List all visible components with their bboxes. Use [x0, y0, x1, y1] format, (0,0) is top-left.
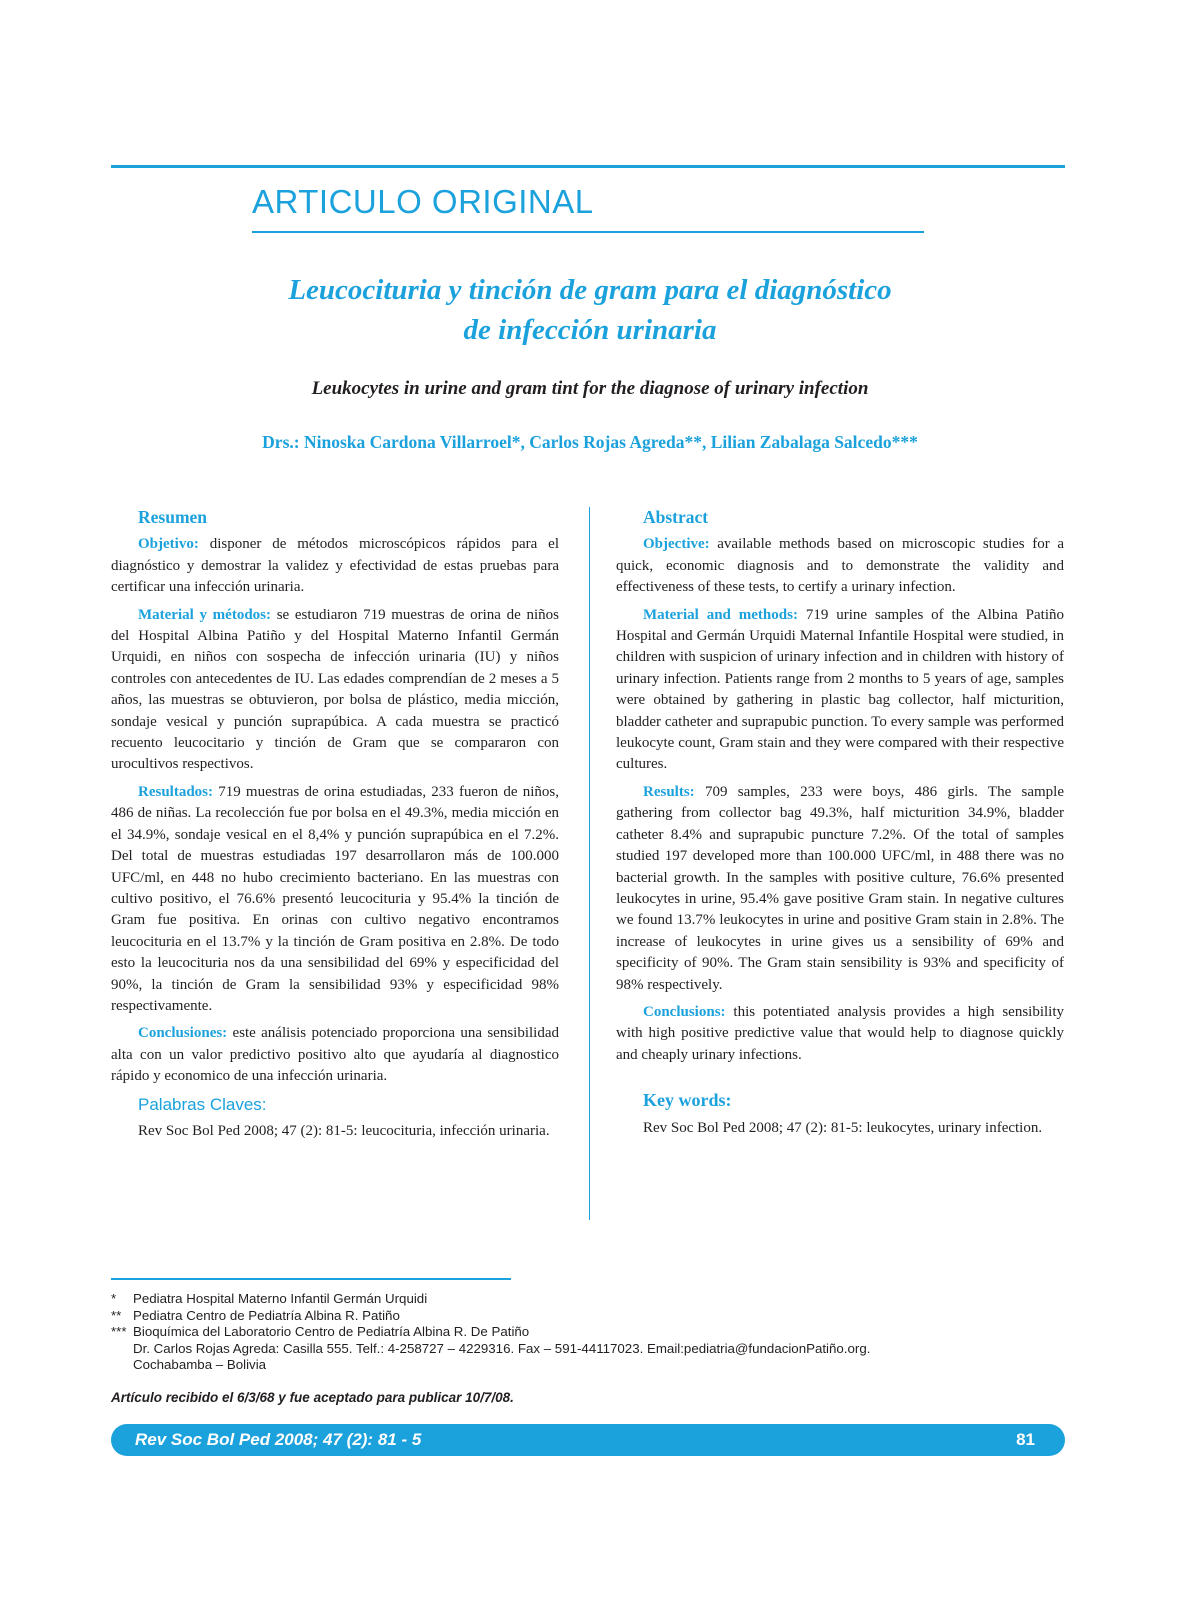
- footnote-item: [111, 1324, 1071, 1341]
- methods-text: 719 urine samples of the Albina Patiño Hospital and Germán Urquidi Maternal Infantile Hospital were studied, in children with suspicion of urinary infection and in children with history of urinary infection. Patients range from 2 months to 5 years of age, samples were obtained by gathering in plastic bag collector, half micturition, bladder catheter and suprapubic punction. To every sample was performed leukocyte count, Gram stain and they were compared with their respective cultures.: [616, 606, 1064, 773]
- conclusions-label: Conclusions:: [643, 1003, 726, 1020]
- conclusions-text: this potentiated analysis provides a high sensibility with high positive predictive value that would help to diagnose quickly and cheaply urinary infections.: [616, 1003, 1064, 1063]
- metodos-label: Material y métodos:: [138, 606, 272, 623]
- footnote-text: Pediatra Centro de Pediatría Albina R. Patiño: [133, 1307, 400, 1323]
- footnote-item: [111, 1308, 1071, 1325]
- objective-label: Objective:: [643, 536, 710, 553]
- footnote-contact-city: [111, 1357, 1071, 1374]
- footnote-rule: [111, 1278, 511, 1280]
- article-title: [110, 270, 1070, 350]
- contact-line1: Dr. Carlos Rojas Agreda: Casilla 555. Telf.: 4-258727 – 4229316. Fax – 591-44117023. Email:pediatria@fundacionPatiño.org.: [133, 1340, 871, 1356]
- footnote-contact: [111, 1341, 1071, 1358]
- metodos-text: se estudiaron 719 muestras de orina de niños del Hospital Albina Patiño y del Hospital Materno Infantil Germán Urquidi, en niños con sospecha de infección urinaria (IU) y niños controles con antecedentes de IU. Las edades comprendían de 2 meses a 5 años, las muestras se obtuvieron, por bolsa de plástico, media micción, sondaje vesical y punción suprapúbica. A cada muestra se practicó recuento leucocitario y tinción de Gram que se compararon con urocultivos respectivos.: [111, 606, 559, 773]
- objetivo-label: Objetivo:: [138, 536, 199, 553]
- palabras-claves-text: Rev Soc Bol Ped 2008; 47 (2): 81-5: leucocituria, infección urinaria.: [138, 1122, 550, 1139]
- palabras-claves-heading: Palabras Claves:: [138, 1094, 267, 1114]
- footnote-item: [111, 1291, 1071, 1308]
- results-text: 709 samples, 233 were boys, 486 girls. The sample gathering from collector bag 49.3%, half micturition 34.9%, bladder catheter 8.4% and suprapubic puncture 7.2%. Of the total of samples studied 197 developed more than 100.000 UFC/ml, in 488 there was no bacterial growth. In the samples with positive culture, 76.6% presented leukocytes in urine, 95.4% gave positive Gram stain. In negative cultures we found 13.7% leukocytes in urine and positive Gram stain in 2.8%. The increase of leukocytes in urine gives us a sensibility of 69% and specificity of 90%. The Gram stain sensibility is 93% and specificity of 98% respectively.: [616, 783, 1064, 993]
- footnote-mark: *: [111, 1291, 117, 1306]
- resumen-conclusiones: [111, 1023, 559, 1087]
- received-note: Artículo recibido el 6/3/68 y fue aceptado para publicar 10/7/08.: [111, 1390, 514, 1405]
- resultados-label: Resultados:: [138, 783, 214, 800]
- conclusiones-label: Conclusiones:: [138, 1025, 228, 1042]
- contact-line2: Cochabamba – Bolivia: [133, 1357, 267, 1372]
- column-divider: [589, 507, 590, 1220]
- page-number: 81: [1016, 1430, 1035, 1449]
- resumen-column: [111, 507, 559, 1148]
- abstract-results: [616, 782, 1064, 996]
- abstract-heading: Abstract: [643, 507, 709, 527]
- abstract-methods: [616, 605, 1064, 776]
- resumen-resultados: [111, 782, 559, 1017]
- article-title-english: Leukocytes in urine and gram tint for the diagnose of urinary infection: [311, 378, 869, 399]
- footnote-text: Pediatra Hospital Materno Infantil Germán Urquidi: [133, 1291, 428, 1306]
- key-words-heading: Key words:: [643, 1090, 732, 1111]
- results-label: Results:: [643, 783, 695, 800]
- resumen-objetivo: [111, 534, 559, 598]
- footnote-mark: **: [111, 1307, 122, 1323]
- abstract-objective: [616, 534, 1064, 598]
- article-title-line1: Leucocituria y tinción de gram para el diagnóstico: [288, 274, 892, 306]
- conclusiones-text: este análisis potenciado proporciona una sensibilidad alta con un valor predictivo positivo alto que ayudaría al diagnostico rápido y economico de una infección urinaria.: [111, 1025, 559, 1085]
- footnote-mark: ***: [111, 1324, 127, 1339]
- footnotes: [111, 1291, 1071, 1374]
- objetivo-text: disponer de métodos microscópicos rápidos para el diagnóstico y demostrar la validez y efectividad de estas pruebas para certificar una infección urinaria.: [111, 536, 559, 596]
- article-title-line2: de infección urinaria: [463, 314, 717, 346]
- resumen-metodos: [111, 605, 559, 776]
- footer-citation: Rev Soc Bol Ped 2008; 47 (2): 81 - 5: [135, 1430, 422, 1449]
- key-words-text: Rev Soc Bol Ped 2008; 47 (2): 81-5: leukocytes, urinary infection.: [643, 1119, 1043, 1136]
- resultados-text: 719 muestras de orina estudiadas, 233 fueron de niños, 486 de niñas. La recolección fue por bolsa en el 49.3%, media micción en el 34.9%, sondaje vesical en el 8,4% y punción suprapúbica en el 7.2%. Del total de muestras estudiadas 197 desarrollaron más de 100.000 UFC/ml, en 448 no hubo crecimiento bacteriano. En las muestras con cultivo positivo, el 76.6% presentó leucocituria y 95.4% la tinción de Gram fue positiva. En orinas con cultivo negativo encontramos leucocituria en el 13.7% y la tinción de Gram positiva en 2.8%. De todo esto la leucocituria nos da una sensibilidad del 69% y especificidad del 90%, la tinción de Gram la sensibilidad 93% y especificidad 98% respectivamente.: [111, 783, 559, 1014]
- methods-label: Material and methods:: [643, 606, 798, 623]
- footer-bar: [111, 1424, 1065, 1456]
- resumen-heading: Resumen: [138, 507, 208, 527]
- abstract-column: [616, 507, 1064, 1145]
- abstract-conclusions: [616, 1002, 1064, 1066]
- footnote-text: Bioquímica del Laboratorio Centro de Pediatría Albina R. De Patiño: [133, 1324, 530, 1339]
- section-underline: [252, 231, 924, 233]
- objective-text: available methods based on microscopic studies for a quick, economic diagnosis and to demonstrate the validity and effectiveness of these tests, to certify a urinary infection.: [616, 536, 1064, 596]
- article-authors: Drs.: Ninoska Cardona Villarroel*, Carlos Rojas Agreda**, Lilian Zabalaga Salcedo***: [262, 432, 918, 452]
- section-label: ARTICULO ORIGINAL: [252, 183, 594, 220]
- header-top-rule: [111, 165, 1065, 168]
